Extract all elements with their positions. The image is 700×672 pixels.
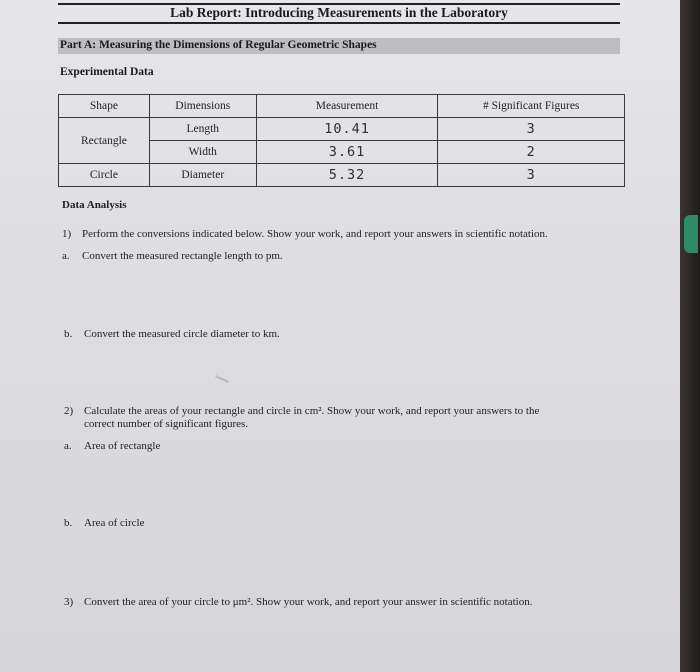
- data-analysis-title: Data Analysis: [62, 199, 127, 211]
- question-3-text: Convert the area of your circle to μm². Show your work, and report your answer in scientific notation.: [84, 596, 533, 608]
- question-2-text-line1: Calculate the areas of your rectangle and circle in cm². Show your work, and report your answers to the: [84, 405, 540, 417]
- question-3-number: 3): [64, 596, 74, 608]
- header-sig-figs: # Significant Figures: [438, 95, 625, 118]
- question-1a-text: Convert the measured rectangle length to pm.: [82, 250, 283, 262]
- header-dimensions: Dimensions: [149, 95, 256, 118]
- cell-shape: Circle: [59, 164, 150, 187]
- question-2-text-line2: correct number of significant figures.: [84, 418, 249, 430]
- question-2a-text: Area of rectangle: [84, 440, 161, 452]
- cell-dimension: Length: [149, 118, 256, 141]
- header-measurement: Measurement: [256, 95, 438, 118]
- cell-dimension: Diameter: [149, 164, 256, 187]
- cell-sig-figs: 3: [438, 118, 625, 141]
- cell-measurement: 5.32: [256, 164, 438, 187]
- experimental-data-table: [58, 94, 625, 187]
- cell-sig-figs: 3: [438, 164, 625, 187]
- document-title: Lab Report: Introducing Measurements in the Laboratory: [170, 5, 508, 20]
- cell-measurement: 3.61: [256, 141, 438, 164]
- table-row: [59, 164, 625, 187]
- cell-sig-figs: 2: [438, 141, 625, 164]
- cell-shape: Rectangle: [59, 118, 150, 164]
- experimental-data-title: Experimental Data: [60, 66, 154, 78]
- desk-edge: [680, 0, 700, 672]
- question-2-number: 2): [64, 405, 74, 417]
- title-rule: [58, 22, 620, 24]
- table-header-row: [59, 95, 625, 118]
- cell-dimension: Width: [149, 141, 256, 164]
- header-shape: Shape: [59, 95, 150, 118]
- question-1b-label: b.: [64, 328, 73, 340]
- question-1-text: Perform the conversions indicated below. Show your work, and report your answers in scientific notation.: [82, 228, 548, 240]
- desk-object: [684, 215, 698, 253]
- cell-measurement: 10.41: [256, 118, 438, 141]
- question-2b-label: b.: [64, 517, 73, 529]
- question-2b-text: Area of circle: [84, 517, 145, 529]
- question-1a-label: a.: [62, 250, 70, 262]
- question-1-number: 1): [62, 228, 72, 240]
- table-row: [59, 118, 625, 141]
- question-2a-label: a.: [64, 440, 72, 452]
- part-a-title: Part A: Measuring the Dimensions of Regular Geometric Shapes: [60, 39, 377, 51]
- question-1b-text: Convert the measured circle diameter to km.: [84, 328, 280, 340]
